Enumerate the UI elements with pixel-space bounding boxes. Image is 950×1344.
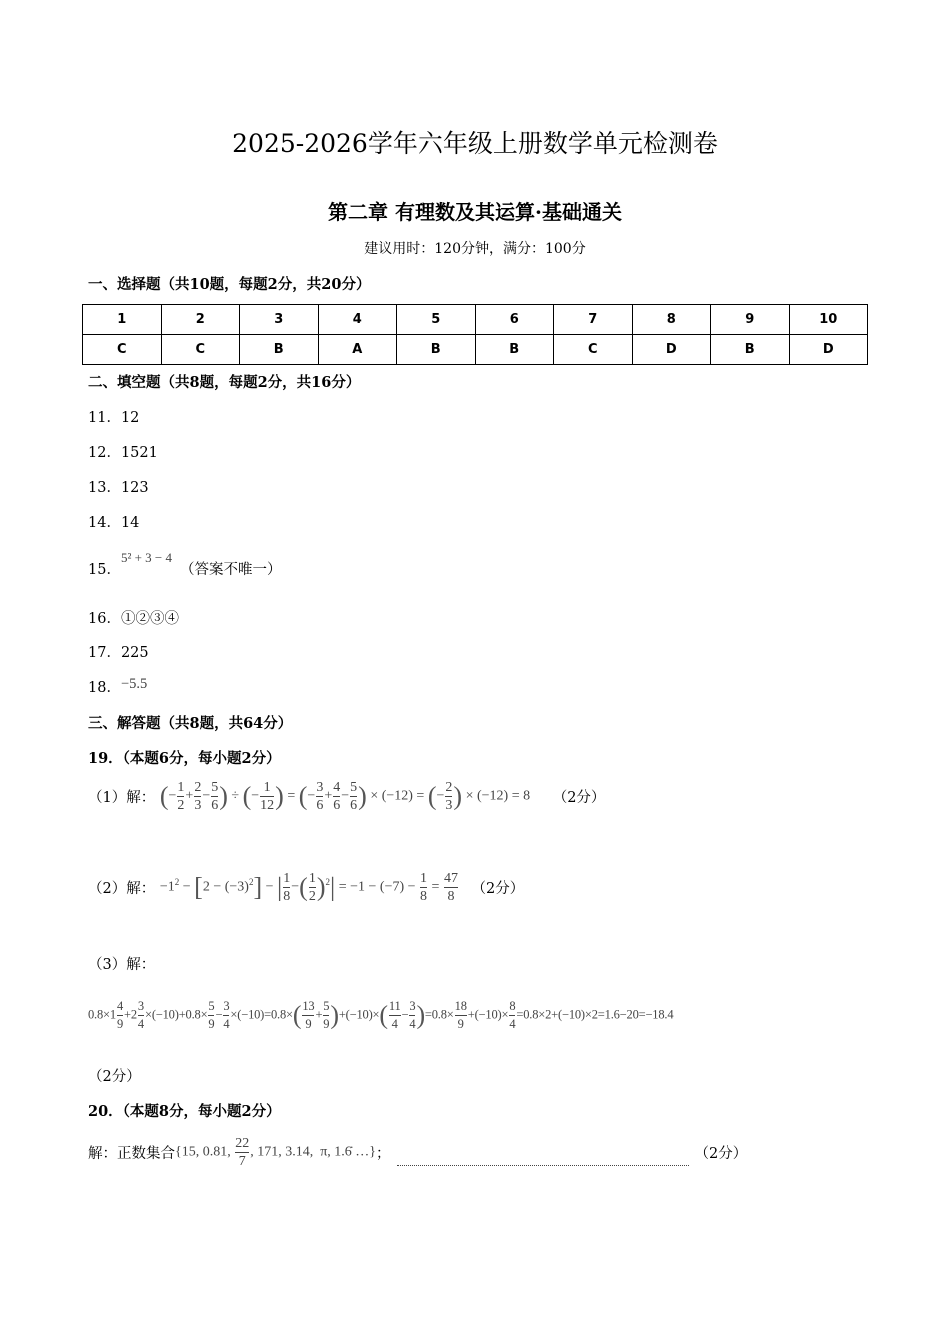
item-answer: 14 [120,515,140,531]
question-number-cell: 3 [240,305,319,335]
answer-table [82,304,868,365]
fill-item-16 [88,607,179,628]
question-number-cell: 4 [318,305,397,335]
question-number-cell: 9 [711,305,790,335]
q20-positive-set [88,1135,747,1170]
q20-title: 20．（本题8分，每小题2分） [88,1103,281,1120]
exam-meta: 建议用时：120分钟，满分：100分 [364,241,586,257]
item-number: 14． [88,515,121,531]
item-answer: ①②③④ [120,611,179,627]
q19-part3-equation: 0.8×1 $\frac{4}{9}$ +2 $\frac{3}{4}$ ×(−10)+0.8× $\frac{5}{9}$ − $\frac{3}{4}$ ×(−10)=0.8×( $\frac{13}{9}$ + $\frac{5}{9}$ )+(−10)×( $\frac{11}{4}$ − $\frac{3}{4}$ )=0.8× $\frac{18}{9}$ +(−10)× $\frac{8}{4}$ =0.8×2+(−10)×2=1.6−20=−18.4 [88,999,674,1031]
item-number: 18． [88,680,121,696]
score-label: （2分） [471,881,525,897]
q19-part1-equation: (− $\frac{1}{2}$ + $\frac{2}{3}$ − $\frac{5}{6}$ ) ÷ (− $\frac{1}{12}$ ) = (− $\frac{3}{6}$ + $\frac{4}{6}$ − $\frac{5}{6}$ ) × (−12) = (− $\frac{2}{3}$ ) × (−12) = 8 [159,780,531,813]
document-title: 2025-2026学年六年级上册数学单元检测卷 [232,129,718,158]
q19-part3-label: （3）解： [88,957,156,973]
item-answer: −5.5 [120,676,148,692]
question-number-cell: 2 [161,305,240,335]
q19-part2 [88,870,524,905]
q19-part2-equation: $-1^2 - [2 - (-3)^2]$ − | $\frac{1}{8}$ −( $\frac{1}{2}$ )$^2$| = −1 − (−7) − $\frac{1}{8}$ = $\frac{47}{8}$ [159,871,458,904]
item-number: 13． [88,480,121,496]
item-answer: 5² + 3 − 4 [120,550,173,565]
item-number: 12． [88,445,121,461]
item-number: 15． [88,562,121,578]
answer-cell: C [554,335,633,365]
question-number-cell: 1 [83,305,162,335]
answer-blank-line [397,1165,689,1166]
item-answer: 123 [120,480,149,496]
q19-part1 [88,779,605,814]
item-number: 16． [88,611,121,627]
item-note: （答案不唯一） [180,562,282,578]
section1-heading: 一、选择题（共10题，每题2分，共20分） [88,276,371,293]
item-number: 17． [88,645,121,661]
q19-part3-score: （2分） [88,1069,141,1085]
fill-item-13 [88,476,149,497]
answer-cell: C [83,335,162,365]
answer-cell: D [789,335,868,365]
part-label: （1）解： [88,790,156,806]
fill-item-14 [88,511,139,532]
answer-cell: B [397,335,476,365]
item-answer: 225 [120,645,149,661]
answer-cell: B [711,335,790,365]
question-number-cell: 7 [554,305,633,335]
item-number: 11． [88,410,121,426]
question-number-cell: 8 [632,305,711,335]
positive-set-expression: {15, 0.81, $\frac{22}{7}$ , 171, 3.14, π, 1.6̇ …} [175,1136,377,1169]
fill-item-11 [88,406,139,427]
question-number-cell: 5 [397,305,476,335]
answer-table-answer-row [83,335,868,365]
question-number-cell: 6 [475,305,554,335]
part-label: （2）解： [88,881,156,897]
fill-item-17 [88,641,149,662]
fill-item-15 [88,550,282,579]
answer-cell: D [632,335,711,365]
fill-item-12 [88,441,158,462]
fill-item-18 [88,676,147,697]
section3-heading: 三、解答题（共8题，共64分） [88,715,293,732]
score-label: （2分） [552,790,606,806]
answer-cell: A [318,335,397,365]
answer-cell: B [240,335,319,365]
answer-cell: B [475,335,554,365]
answer-table-header-row [83,305,868,335]
answer-cell: C [161,335,240,365]
equation-tail: × (−12) = 8 [465,788,531,804]
chapter-subtitle: 第二章 有理数及其运算·基础通关 [328,200,622,224]
set-prefix: 解：正数集合 [88,1146,175,1162]
item-answer: 1521 [120,445,158,461]
score-label: （2分） [694,1146,748,1162]
semicolon: ； [376,1146,391,1162]
q19-title: 19．（本题6分，每小题2分） [88,750,281,767]
section2-heading: 二、填空题（共8题，每题2分，共16分） [88,374,361,391]
question-number-cell: 10 [789,305,868,335]
item-answer: 12 [120,410,140,426]
